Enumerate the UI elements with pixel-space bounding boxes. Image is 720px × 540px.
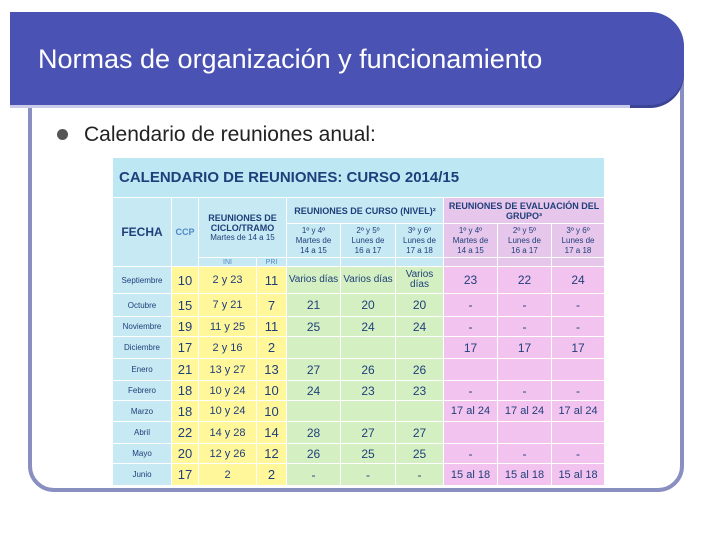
header-ini: INI: [199, 258, 257, 267]
pri-cell: 10: [257, 381, 287, 401]
month-cell: Septiembre: [113, 267, 172, 294]
curso-cell: 26: [341, 359, 396, 381]
slide-title: Normas de organización y funcionamiento: [38, 44, 543, 74]
curso-col-level: 3º y 6º: [407, 225, 432, 235]
bullet-icon: [57, 129, 68, 140]
header-curso-col: [341, 224, 396, 258]
ini-cell: 12 y 26: [199, 444, 257, 464]
curso-cell: 25: [396, 444, 444, 464]
eval-cell: -: [552, 294, 605, 317]
month-cell: Febrero: [113, 381, 172, 401]
curso-cell: 20: [396, 294, 444, 317]
table-row: [113, 422, 605, 444]
bullet-text: Calendario de reuniones anual:: [84, 123, 376, 146]
curso-cell: -: [341, 464, 396, 486]
calendar-table: [112, 157, 605, 486]
month-cell: Marzo: [113, 401, 172, 422]
ccp-cell: 17: [172, 464, 199, 486]
curso-col-level: 2º y 5º: [356, 225, 380, 235]
header-ciclo-title: REUNIONES DE CICLO/TRAMO: [208, 212, 277, 233]
curso-col-day: Lunes de: [351, 235, 385, 245]
eval-cell: [444, 359, 498, 381]
ini-cell: 7 y 21: [199, 294, 257, 317]
curso-cell: 26: [396, 359, 444, 381]
curso-cell: 23: [396, 381, 444, 401]
curso-cell: Varios días: [396, 267, 444, 294]
month-cell: Noviembre: [113, 317, 172, 337]
ini-cell: 11 y 25: [199, 317, 257, 337]
ccp-cell: 18: [172, 381, 199, 401]
ccp-cell: 19: [172, 317, 199, 337]
eval-cell: 17 al 24: [444, 401, 498, 422]
header-ccp: CCP: [172, 198, 199, 267]
header-eval-col: [552, 224, 605, 258]
eval-cell: -: [444, 444, 498, 464]
table-row: [113, 444, 605, 464]
eval-cell: 15 al 18: [444, 464, 498, 486]
eval-col-time: 16 a 17: [511, 245, 538, 255]
curso-cell: 21: [287, 294, 341, 317]
curso-cell: [287, 337, 341, 359]
ccp-cell: 10: [172, 267, 199, 294]
header-curso: REUNIONES DE CURSO (NIVEL)²: [287, 198, 444, 224]
curso-cell: Varios días: [287, 267, 341, 294]
month-cell: Junio: [113, 464, 172, 486]
ini-cell: 2: [199, 464, 257, 486]
table-row: [113, 267, 605, 294]
eval-col-day: Lunes de: [508, 235, 541, 245]
month-cell: Mayo: [113, 444, 172, 464]
eval-cell: -: [498, 381, 552, 401]
curso-cell: [341, 337, 396, 359]
eval-cell: 24: [552, 267, 605, 294]
curso-col-level: 1º y 4º: [301, 225, 326, 235]
curso-cell: -: [396, 464, 444, 486]
curso-cell: 23: [341, 381, 396, 401]
eval-col-level: 2º y 5º: [512, 225, 537, 235]
ccp-cell: 17: [172, 337, 199, 359]
table-row: [113, 401, 605, 422]
eval-cell: -: [498, 294, 552, 317]
pri-cell: 12: [257, 444, 287, 464]
pri-cell: 2: [257, 464, 287, 486]
eval-cell: -: [498, 444, 552, 464]
ccp-cell: 15: [172, 294, 199, 317]
eval-cell: -: [444, 381, 498, 401]
eval-cell: [498, 359, 552, 381]
header-evaluacion: REUNIONES DE EVALUACIÓN DEL GRUPO³: [444, 198, 605, 224]
table-row: [113, 464, 605, 486]
curso-cell: [341, 401, 396, 422]
curso-cell: 28: [287, 422, 341, 444]
eval-cell: 17: [498, 337, 552, 359]
ccp-cell: 20: [172, 444, 199, 464]
eval-cell: -: [552, 317, 605, 337]
eval-cell: [498, 422, 552, 444]
curso-col-time: 17 a 18: [406, 245, 433, 255]
month-cell: Diciembre: [113, 337, 172, 359]
eval-cell: [552, 359, 605, 381]
ini-cell: 14 y 28: [199, 422, 257, 444]
pri-cell: 7: [257, 294, 287, 317]
curso-cell: [396, 401, 444, 422]
month-cell: Enero: [113, 359, 172, 381]
eval-cell: -: [498, 317, 552, 337]
ini-cell: 10 y 24: [199, 381, 257, 401]
pri-cell: 14: [257, 422, 287, 444]
month-cell: Abril: [113, 422, 172, 444]
month-cell: Octubre: [113, 294, 172, 317]
ccp-cell: 18: [172, 401, 199, 422]
header-fecha: FECHA: [113, 198, 172, 267]
curso-cell: -: [287, 464, 341, 486]
eval-cell: [552, 422, 605, 444]
eval-cell: 22: [498, 267, 552, 294]
table-row: [113, 337, 605, 359]
eval-col-day: Lunes de: [561, 235, 595, 245]
eval-cell: 23: [444, 267, 498, 294]
curso-cell: 27: [396, 422, 444, 444]
ccp-cell: 22: [172, 422, 199, 444]
curso-cell: 24: [396, 317, 444, 337]
curso-col-time: 16 a 17: [354, 245, 382, 255]
eval-col-time: 17 a 18: [564, 245, 592, 255]
curso-cell: 25: [287, 317, 341, 337]
ini-cell: 2 y 16: [199, 337, 257, 359]
ini-cell: 10 y 24: [199, 401, 257, 422]
curso-cell: 27: [341, 422, 396, 444]
pri-cell: 2: [257, 337, 287, 359]
header-eval-col: [444, 224, 498, 258]
table-row: [113, 317, 605, 337]
eval-cell: 17 al 24: [552, 401, 605, 422]
eval-cell: 15 al 18: [498, 464, 552, 486]
curso-cell: 26: [287, 444, 341, 464]
header-ciclo: [199, 198, 287, 258]
ini-cell: 13 y 27: [199, 359, 257, 381]
curso-cell: 25: [341, 444, 396, 464]
pri-cell: 10: [257, 401, 287, 422]
eval-cell: 15 al 18: [552, 464, 605, 486]
curso-cell: Varios días: [341, 267, 396, 294]
curso-cell: 24: [341, 317, 396, 337]
table-row: [113, 294, 605, 317]
eval-cell: 17: [444, 337, 498, 359]
eval-col-level: 1º y 4º: [458, 225, 483, 235]
pri-cell: 13: [257, 359, 287, 381]
curso-cell: [287, 401, 341, 422]
eval-cell: -: [444, 317, 498, 337]
curso-col-day: Martes de: [295, 235, 332, 245]
header-pri: PRI: [257, 258, 287, 267]
title-divider: [10, 105, 630, 108]
ccp-cell: 21: [172, 359, 199, 381]
curso-cell: 20: [341, 294, 396, 317]
eval-col-time: 14 a 15: [457, 245, 484, 255]
eval-col-day: Martes de: [452, 235, 489, 245]
table-row: [113, 359, 605, 381]
header-ciclo-subtitle: Martes de 14 a 15: [210, 232, 275, 242]
pri-cell: 11: [257, 317, 287, 337]
eval-cell: 17 al 24: [498, 401, 552, 422]
curso-cell: 27: [287, 359, 341, 381]
calendar-title: CALENDARIO DE REUNIONES: CURSO 2014/15: [113, 158, 605, 198]
header-eval-col: [498, 224, 552, 258]
ini-cell: 2 y 23: [199, 267, 257, 294]
curso-cell: [396, 337, 444, 359]
header-curso-col: [396, 224, 444, 258]
curso-col-day: Lunes de: [403, 235, 436, 245]
eval-cell: -: [552, 444, 605, 464]
eval-cell: 17: [552, 337, 605, 359]
header-curso-col: [287, 224, 341, 258]
curso-col-time: 14 a 15: [300, 245, 327, 255]
curso-cell: 24: [287, 381, 341, 401]
eval-col-level: 3º y 6º: [566, 225, 590, 235]
pri-cell: 11: [257, 267, 287, 294]
eval-cell: [444, 422, 498, 444]
eval-cell: -: [552, 381, 605, 401]
eval-cell: -: [444, 294, 498, 317]
table-row: [113, 381, 605, 401]
